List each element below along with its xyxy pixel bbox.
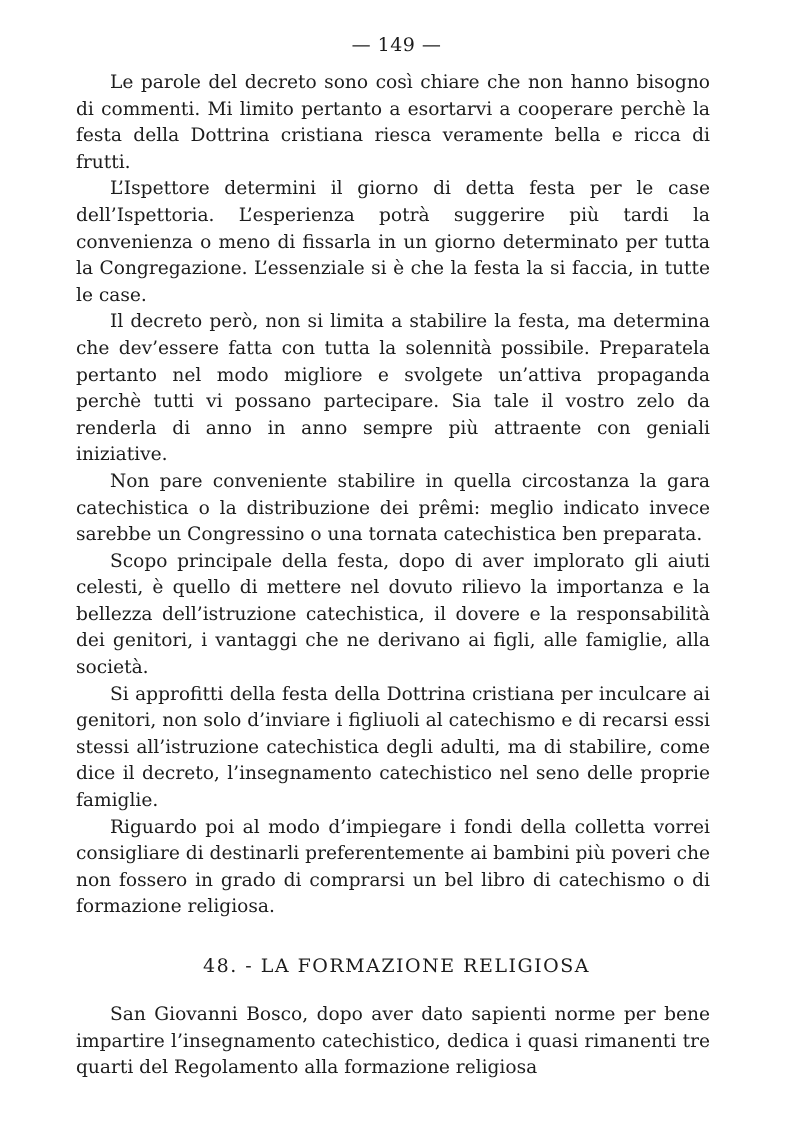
paragraph: Il decreto però, non si limita a stabilire la festa, ma determina che dev’essere fatta con tutta la solennità possibile. Preparatela pertanto nel modo migliore e svolgete un’attiva propaganda perchè tutti vi possano partecipare. Sia tale il vostro zelo da renderla di anno in anno sempre più attraente con geniali iniziative. <box>76 311 710 466</box>
section-heading: 48. - LA FORMAZIONE RELIGIOSA <box>203 955 590 977</box>
paragraph: L’Ispettore determini il giorno di detta festa per le case dell’Ispettoria. L’esperienza potrà suggerire più tardi la convenienza o meno di fissarla in un giorno determinato per tutta la Congregazione. L’essenziale si è che la festa la si faccia, in tutte le case. <box>76 178 710 306</box>
paragraph: Riguardo poi al modo d’impiegare i fondi della colletta vorrei consigliare di destinarli preferentemente ai bambini più poveri che non fossero in grado di comprarsi un bel libro di catechismo o di formazione religiosa. <box>76 816 710 918</box>
body-text <box>76 70 710 921</box>
paragraph: Non pare conveniente stabilire in quella circostanza la gara catechistica o la distribuzione dei prêmi: meglio indicato invece sarebbe un Congressino o una tornata catechistica ben preparata. <box>76 470 710 546</box>
page-number: — 149 — <box>351 34 442 56</box>
paragraph: San Giovanni Bosco, dopo aver dato sapienti norme per bene impartire l’insegnamento catechistico, dedica i quasi rimanenti tre quarti del Regolamento alla formazione religiosa <box>76 1004 710 1079</box>
paragraph: Si approfitti della festa della Dottrina cristiana per inculcare ai genitori, non solo d’inviare i figliuoli al catechismo e di recarsi essi stessi all’istruzione catechistica degli adulti, ma di stabilire, come dice il decreto, l’insegnamento catechistico nel seno delle proprie famiglie. <box>76 683 710 812</box>
paragraph: Le parole del decreto sono così chiare che non hanno bisogno di commenti. Mi limito pertanto a esortarvi a cooperare perchè la festa della Dottrina cristiana riesca veramente bella e ricca di frutti. <box>76 72 710 173</box>
section-body <box>76 1002 710 1082</box>
paragraph: Scopo principale della festa, dopo di aver implorato gli aiuti celesti, è quello di mettere nel dovuto rilievo la importanza e la bellezza dell’istruzione catechistica, il dovere e la responsabilità dei genitori, i vantaggi che ne derivano ai figli, alle famiglie, alla società. <box>76 550 710 679</box>
